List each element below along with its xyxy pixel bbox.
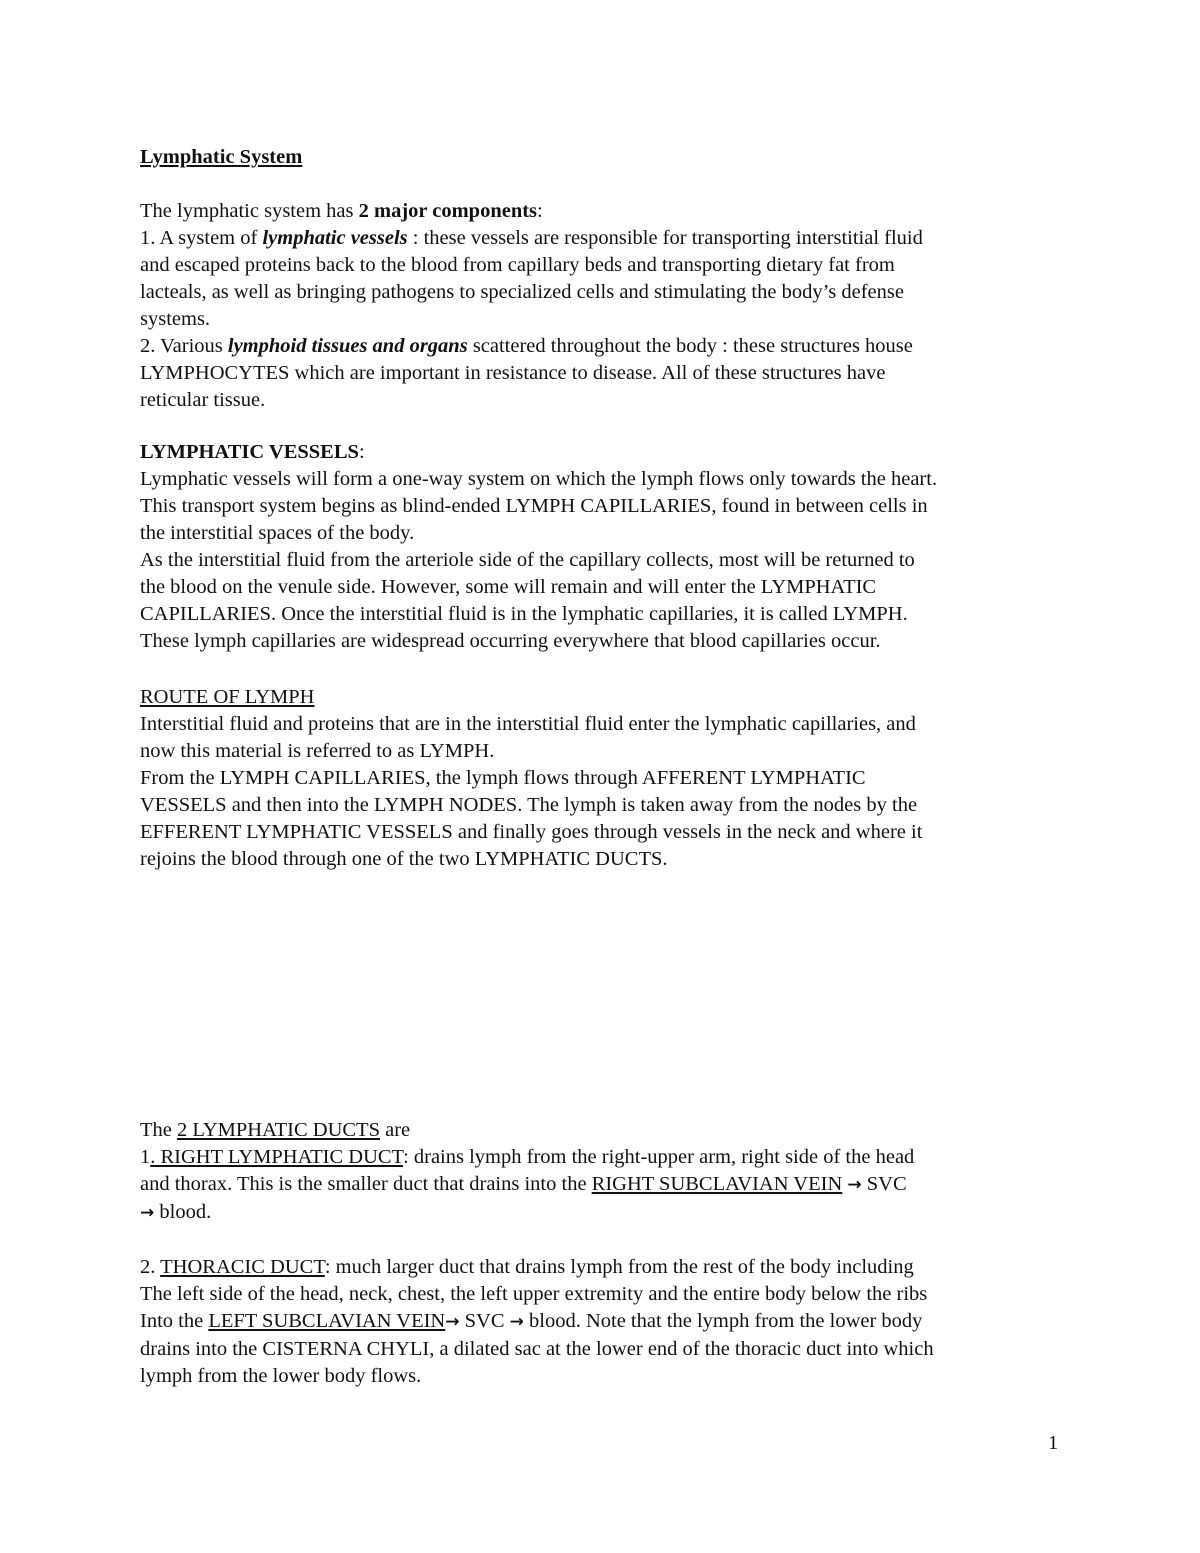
item2-prefix: 2. Various xyxy=(140,335,228,357)
vessels-line: CAPILLARIES. Once the interstitial fluid is in the lymphatic capillaries, it is called LYMPH. xyxy=(140,603,908,625)
duct1-number: 1 xyxy=(140,1146,151,1168)
duct2-number: 2. xyxy=(140,1256,161,1278)
duct1-text: : drains lymph from the right-upper arm, right side of the head xyxy=(403,1146,915,1168)
arrow-right-icon: → xyxy=(847,1175,862,1195)
duct1-line2-text: and thorax. This is the smaller duct that drains into the xyxy=(140,1173,592,1195)
vessels-line: the interstitial spaces of the body. xyxy=(140,522,415,544)
route-line: VESSELS and then into the LYMPH NODES. The lymph is taken away from the nodes by the xyxy=(140,794,918,816)
vessels-line: Lymphatic vessels will form a one-way system on which the lymph flows only towards the heart. xyxy=(140,468,938,490)
ducts-section xyxy=(140,1117,1080,1390)
page-number: 1 xyxy=(1048,1432,1059,1454)
vessels-line: As the interstitial fluid from the arteriole side of the capillary collects, most will be returned to xyxy=(140,549,915,571)
route-section xyxy=(140,684,1080,873)
duct2-text: : much larger duct that drains lymph from the rest of the body including xyxy=(324,1256,914,1278)
duct2-vein: LEFT SUBCLAVIAN VEIN xyxy=(208,1310,446,1332)
route-line: From the LYMPH CAPILLARIES, the lymph flows through AFFERENT LYMPHATIC xyxy=(140,767,866,789)
route-heading: ROUTE OF LYMPH xyxy=(140,686,315,708)
intro-lead-colon: : xyxy=(537,200,543,222)
duct1-line2 xyxy=(140,1171,1080,1199)
duct1-name: . RIGHT LYMPHATIC DUCT xyxy=(150,1146,404,1168)
item2-term: lymphoid tissues and organs xyxy=(227,335,468,357)
duct2-name: THORACIC DUCT xyxy=(160,1256,325,1278)
duct2-line1 xyxy=(140,1254,1080,1281)
vessels-line: This transport system begins as blind-ended LYMPH CAPILLARIES, found in between cells in xyxy=(140,495,928,517)
duct2-line3-text: Into the xyxy=(140,1310,209,1332)
route-line: Interstitial fluid and proteins that are in the interstitial fluid enter the lymphatic capillaries, and xyxy=(140,713,916,735)
item2-text: scattered throughout the body : these structures house xyxy=(467,335,913,357)
item1-term: lymphatic vessels xyxy=(262,227,408,249)
vessels-heading-text: LYMPHATIC VESSELS xyxy=(140,441,359,463)
duct2-svc: SVC xyxy=(459,1310,510,1332)
duct1-line3 xyxy=(140,1199,1080,1227)
duct2-line5: lymph from the lower body flows. xyxy=(140,1365,422,1387)
duct1-blood: blood. xyxy=(154,1201,212,1223)
arrow-right-icon: → xyxy=(445,1312,460,1332)
arrow-right-icon: → xyxy=(509,1312,524,1332)
arrow-right-icon: → xyxy=(140,1203,155,1223)
intro-item2-line3: reticular tissue. xyxy=(140,389,266,411)
intro-lead-text: The lymphatic system has xyxy=(140,200,359,222)
duct1-svc: SVC xyxy=(861,1173,907,1195)
blank-line xyxy=(140,1227,1080,1254)
vessels-line: These lymph capillaries are widespread occurring everywhere that blood capillaries occur. xyxy=(140,630,881,652)
document-title: Lymphatic System xyxy=(140,146,303,168)
ducts-lead-suffix: are xyxy=(379,1119,411,1141)
duct2-line4: drains into the CISTERNA CHYLI, a dilated sac at the lower end of the thoracic duct into which xyxy=(140,1338,934,1360)
intro-lead xyxy=(140,198,1080,225)
intro-item1-line3: lacteals, as well as bringing pathogens to specialized cells and stimulating the body’s defense xyxy=(140,281,904,303)
vessels-section xyxy=(140,439,1080,655)
ducts-lead-text: The xyxy=(140,1119,177,1141)
ducts-lead-term: 2 LYMPHATIC DUCTS xyxy=(177,1119,380,1141)
vessels-heading-colon: : xyxy=(358,441,365,463)
duct2-line2: The left side of the head, neck, chest, the left upper extremity and the entire body below the ribs xyxy=(140,1283,928,1305)
duct1-vein: RIGHT SUBCLAVIAN VEIN xyxy=(591,1173,843,1195)
intro-section xyxy=(140,198,1080,414)
duct2-line3-rest: blood. Note that the lymph from the lower body xyxy=(523,1310,923,1332)
intro-item2-line2: LYMPHOCYTES which are important in resistance to disease. All of these structures have xyxy=(140,362,886,384)
duct1-line1 xyxy=(140,1144,1080,1171)
intro-item1-line2: and escaped proteins back to the blood from capillary beds and transporting dietary fat from xyxy=(140,254,895,276)
document-title-block xyxy=(140,144,1080,171)
intro-item2-line1 xyxy=(140,333,1080,360)
item1-prefix: 1. A system of xyxy=(140,227,263,249)
item1-text: : these vessels are responsible for transporting interstitial fluid xyxy=(407,227,923,249)
route-line: rejoins the blood through one of the two LYMPHATIC DUCTS. xyxy=(140,848,668,870)
duct2-line3 xyxy=(140,1308,1080,1336)
route-line: EFFERENT LYMPHATIC VESSELS and finally goes through vessels in the neck and where it xyxy=(140,821,923,843)
ducts-lead xyxy=(140,1117,1080,1144)
vessels-line: the blood on the venule side. However, some will remain and will enter the LYMPHATIC xyxy=(140,576,877,598)
intro-item1-line4: systems. xyxy=(140,308,211,330)
intro-lead-emphasis: 2 major components xyxy=(358,200,538,222)
intro-item1-line1 xyxy=(140,225,1080,252)
vessels-heading xyxy=(140,439,1080,466)
route-line: now this material is referred to as LYMPH. xyxy=(140,740,495,762)
